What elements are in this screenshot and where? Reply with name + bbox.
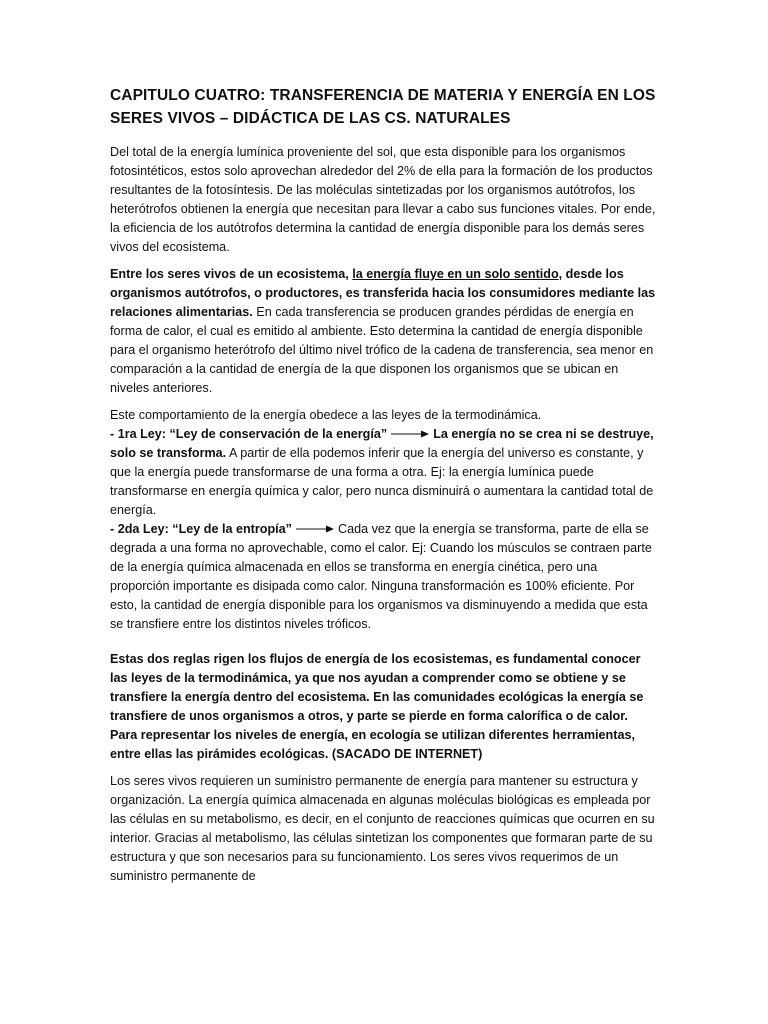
energy-flow-bold-lead: Entre los seres vivos de un ecosistema, [110, 267, 353, 281]
arrow-right-icon [296, 525, 334, 533]
paragraph-thermodynamics [110, 406, 658, 634]
paragraph-energy-intro: Del total de la energía lumínica proveniente del sol, que esta disponible para los organismos fotosintéticos, estos solo aprovechan alrededor del 2% de ella para la formación de los productos resultantes de la fotosíntesis. De las moléculas sintetizadas por los organismos autótrofos, los heterótrofos obtienen la energía que necesitan para llevar a cabo sus funciones vitales. Por ende, la eficiencia de los autótrofos determina la cantidad de energía disponible para los demás seres vivos del ecosistema. [110, 145, 656, 254]
law2-label: - 2da Ley: “Ley de la entropía” [110, 522, 292, 536]
paragraph-living-beings: Los seres vivos requieren un suministro permanente de energía para mantener su estructura y organización. La energía química almacenada en algunas moléculas biológicas es empleada por las células en su metabolismo, es decir, en el conjunto de reacciones químicas que ocurren en su interior. Gracias al metabolismo, las células sintetizan los componentes que formaran parte de su estructura y que son necesarios para su funcionamiento. Los seres vivos requerimos de un suministro permanente de [110, 774, 655, 883]
energy-flow-text: En cada transferencia se producen grandes pérdidas de energía en forma de calor, el cual es emitido al ambiente. Esto determina la cantidad de energía disponible para el organismo heterótrofo del último nivel trófico de la cadena de transferencia, sea menor en comparación a la cantidad de energía de la que disponen los organismos que se ubican en niveles anteriores. [110, 305, 654, 395]
paragraph-rules-summary: Estas dos reglas rigen los flujos de energía de los ecosistemas, es fundamental conocer las leyes de la termodinámica, ya que nos ayudan a comprender como se obtiene y se transfiere la energía dentro del ecosistema. En las comunidades ecológicas la energía se transfiere de unos organismos a otros, y parte se pierde en forma calorífica o de calor. Para representar los niveles de energía, en ecología se utilizan diferentes herramientas, entre ellas las pirámides ecológicas. (SACADO DE INTERNET) [110, 652, 644, 761]
energy-flow-bold-rest: , desde los organismos autótrofos, o productores, es transferida hacia los consumidores mediante las relaciones alimentarias. [110, 267, 656, 319]
spacer [110, 642, 658, 650]
law2-text: Cada vez que la energía se transforma, parte de ella se degrada a una forma no aprovechable, como el calor. Ej: Cuando los músculos se contraen parte de la energía química almacenada en ellos se transforma en energía cinética, pero una proporción importante es disipada como calor. Ninguna transformación es 100% eficiente. Por esto, la cantidad de energía disponible para los organismos va disminuyendo a medida que esta se transfiere entre los distintos niveles tróficos. [110, 522, 652, 631]
arrow-right-icon [391, 430, 429, 438]
law1-label: - 1ra Ley: “Ley de conservación de la energía” [110, 427, 388, 441]
paragraph-energy-flow [110, 265, 658, 398]
law1-statement: La energía no se crea ni se destruye, solo se transforma. [110, 427, 654, 460]
energy-flow-underlined: la energía fluye en un solo sentido [352, 267, 559, 281]
thermo-intro: Este comportamiento de la energía obedece a las leyes de la termodinámica. [110, 408, 542, 422]
law1-text: A partir de ella podemos inferir que la energía del universo es constante, y que la energía puede transformarse de una forma a otra. Ej: la energía lumínica puede transformarse en energía química y calor, pero nunca disminuirá o aumentara la cantidad total de energía. [110, 446, 654, 517]
chapter-title: CAPITULO CUATRO: TRANSFERENCIA DE MATERIA Y ENERGÍA EN LOS SERES VIVOS – DIDÁCTICA DE LAS CS. NATURALES [110, 87, 656, 127]
